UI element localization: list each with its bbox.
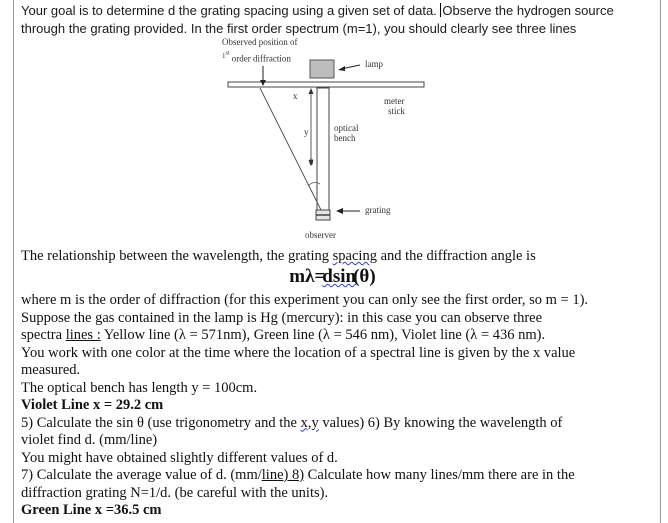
text-line: You might have obtained slightly different values of d.: [21, 449, 338, 466]
grating-pointer-head: [336, 208, 343, 214]
text-line: The optical bench has length y = 100cm.: [21, 379, 258, 396]
grating-formula: mλ=dsin(θ): [289, 266, 376, 287]
meter-stick: [228, 82, 424, 87]
grating-label: grating: [365, 205, 391, 215]
intro-paragraph: [21, 2, 661, 38]
observed-label-line2: $^{1^{st}}$ order diffraction: [222, 51, 291, 64]
diffraction-ray: [260, 88, 324, 216]
lamp-label: lamp: [365, 59, 383, 69]
text-line: Suppose the gas contained in the lamp is Hg (mercury): in this case you can observe three: [21, 309, 543, 326]
bench-label: bench: [334, 133, 356, 143]
grating-setup-diagram: [190, 38, 440, 248]
text-line: violet find d. (mm/line): [21, 432, 158, 448]
green-line-value: Green Line x =36.5 cm: [21, 502, 162, 518]
lamp-pointer-head: [338, 66, 345, 71]
optical-label: optical: [334, 123, 359, 133]
intro-sentence-2: Observe the hydrogen source through the grating provided. In the first order spectrum (m=1), you should clearly see three lines: [21, 3, 614, 36]
meter-label: meter: [384, 96, 405, 106]
intro-sentence-1: Your goal is to determine d the grating spacing using a given set of data.: [21, 3, 441, 18]
lamp-box: [310, 60, 334, 78]
text-line: You work with one color at the time where the location of a spectral line is given by the x value: [21, 344, 576, 361]
observed-label-line1: Observed position of: [222, 37, 298, 47]
observer-label: observer: [305, 230, 336, 240]
spacing-word: spacing: [332, 248, 377, 264]
setup-drawing: [190, 38, 440, 248]
stick-label: stick: [388, 106, 405, 116]
text-line: measured.: [21, 362, 81, 378]
text-line: spectra lines : Yellow line (λ = 571nm), Green line (λ = 546 nm), Violet line (λ = 436 nm).: [21, 327, 546, 343]
text-line: 7) Calculate the average value of d. (mm/line) 8) Calculate how many lines/mm there are in the: [21, 467, 575, 483]
y-label: y: [304, 127, 309, 137]
text-line: diffraction grating N=1/d. (be careful with the units).: [21, 484, 329, 501]
relationship-line: The relationship between the wavelength, the grating spacing and the diffraction angle is: [21, 248, 536, 264]
violet-line-value: Violet Line x = 29.2 cm: [21, 397, 164, 413]
x-label: x: [293, 91, 298, 101]
text-line: 5) Calculate the sin θ (use trigonometry and the x,y values) 6) By knowing the wavelength of: [21, 414, 563, 431]
body-text: [21, 292, 661, 520]
optical-bench: [317, 88, 329, 214]
text-line: where m is the order of diffraction (for this experiment you can only see the first order, so m = 1).: [21, 292, 589, 308]
theta-label: θ: [309, 157, 314, 167]
